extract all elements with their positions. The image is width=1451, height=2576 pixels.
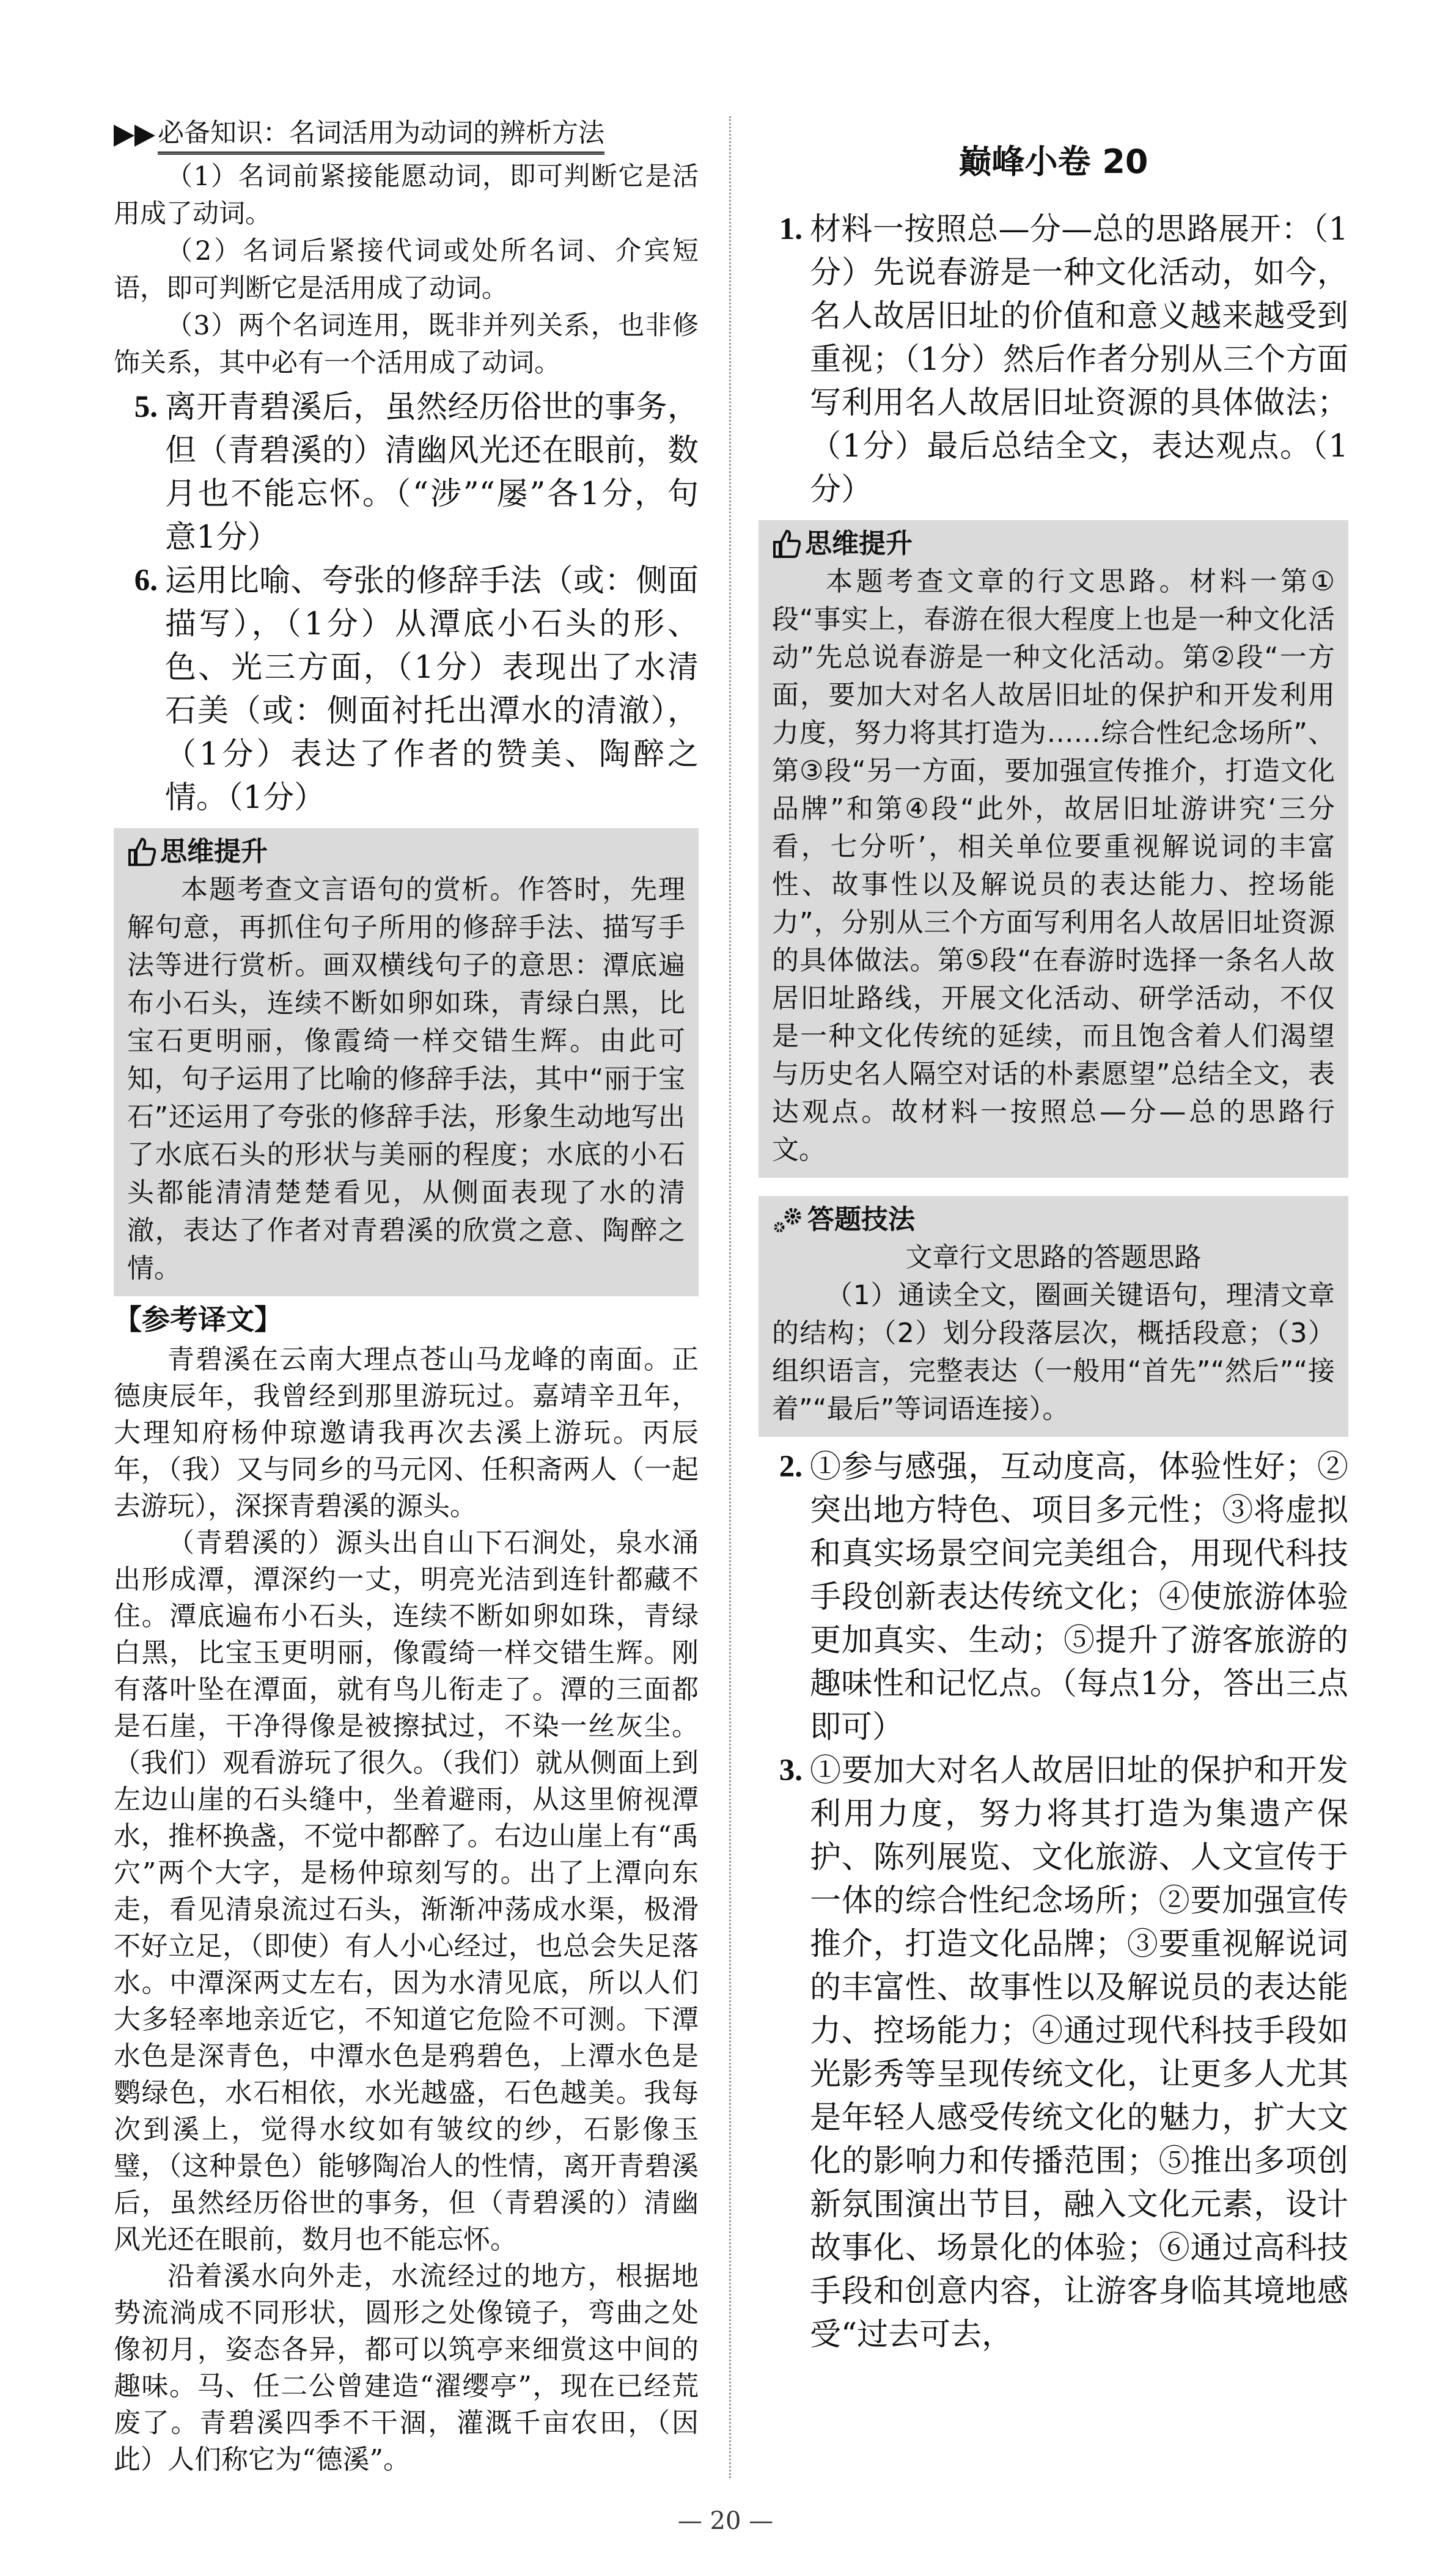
method-box-title-text: 答题技法 [807,1204,915,1235]
answer-text: ①要加大对名人故居旧址的保护和开发利用力度，努力将其打造为集遗产保护、陈列展览、文化旅游、人文宣传于一体的综合性纪念场所；②要加强宣传推介，打造文化品牌；③要重视解说词的丰富性、故事性以及解说员的表达能力、控场能力；④通过现代科技手段如光影秀等呈现传统文化，让更多人尤其是年轻人感受传统文化的魅力，扩大文化的影响力和传播范围；⑤推出多项创新氛围演出节目，融入文化元素，设计故事化、场景化的体验；⑥通过高科技手段和创意内容，让游客身临其境地感受“过去可去， [810,1753,1348,2353]
translation-paragraph: 沿着溪水向外走，水流经过的地方，根据地势流淌成不同形状，圆形之处像镜子，弯曲之处像初月，姿态各异，都可以筑亭来细赏这中间的趣味。马、任二公曾建造“濯缨亭”，现在已经荒废了。青碧溪四季不干涸，灌溉千亩农田，（因此）人们称它为“德溪”。 [114,2261,699,2475]
thinking-box-title [772,525,1335,563]
page-number: — 20 — [677,2507,774,2535]
translation-paragraph: （青碧溪的）源头出自山下石涧处，泉水涌出形成潭，潭深约一丈，明亮光洁到连针都藏不住。潭底遍布小石头，连续不断如卵如珠，青绿白黑，比宝玉更明丽，像霞绮一样交错生辉。刚有落叶坠在潭面，就有鸟儿衔走了。潭的三面都是石崖，干净得像是被擦拭过，不染一丝灰尘。（我们）观看游玩了很久。（我们）就从侧面上到左边山崖的石头缝中，坐着避雨，从这里俯视潭水，推杯换盏，不觉中都醉了。右边山崖上有“禹穴”两个大字，是杨仲琼刻写的。出了上潭向东走，看见清泉流过石头，渐渐冲荡成水渠，极滑不好立足，（即使）有人小心经过，也总会失足落水。中潭深两丈左右，因为水清见底，所以人们大多轻率地亲近它，不知道它危险不可测。下潭水色是深青色，中潭水色是鸦碧色，上潭水色是鹦绿色，水石相依，水光越盛，石色越美。我每次到溪上，觉得水纹如有皱纹的纱，石影像玉璧，（这种景色）能够陶冶人的性情，离开青碧溪后，虽然经历俗世的事务，但（青碧溪的）清幽风光还在眼前，数月也不能忘怀。 [114,1527,699,2255]
method-box-text: （1）通读全文，圈画关键语句，理清文章的结构；（2）划分段落层次，概括段意；（3）组织语言，完整表达（一般用“首先”“然后”“接着”“最后”等词语连接）。 [772,1280,1335,1425]
column-divider [729,116,731,2478]
translation-heading: 【参考译文】 [114,1303,282,1336]
thumbs-up-icon [772,529,801,559]
translation [114,1341,699,2478]
answer-text: 材料一按照总—分—总的思路展开：（1分）先说春游是一种文化活动，如今，名人故居旧址的价值和意义越来越受到重视；（1分）然后作者分别从三个方面写利用名人故居旧址资源的具体做法；（1分）最后总结全文，表达观点。（1分） [810,211,1348,508]
answer-text: 运用比喻、夸张的修辞手法（或：侧面描写），（1分）从潭底小石头的形、色、光三方面，（1分）表现出了水清石美（或：侧面衬托出潭水的清澈），（1分）表达了作者的赞美、陶醉之情。（1分） [165,563,699,816]
method-box-subtitle: 文章行文思路的答题思路 [905,1242,1202,1273]
knowledge-item: （3）两个名词连用，既非并列关系，也非修饰关系，其中必有一个活用成了动词。 [114,310,699,378]
page-title: 巅峰小卷 20 [958,142,1148,181]
answer-item [114,386,699,559]
thinking-box-title-text: 思维提升 [160,836,268,867]
left-column [114,116,699,2478]
answer-item [759,1445,1348,1749]
knowledge-heading [114,116,699,155]
answer-number: 6. [134,563,158,598]
knowledge-list [114,158,699,382]
gear-icon [772,1205,804,1235]
thinking-box [114,828,699,1296]
method-box-title [772,1201,1335,1239]
answer-1 [759,208,1348,512]
answer-text: ①参与感强，互动度高，体验性好；②突出地方特色、项目多元性；③将虚拟和真实场景空间完美组合，用现代科技手段创新表达传统文化；④使旅游体验更加真实、生动；⑤提升了游客旅游的趣味性和记忆点。（每点1分，答出三点即可） [810,1449,1348,1745]
thinking-box-text: 本题考查文言语句的赏析。作答时，先理解句意，再抓住句子所用的修辞手法、描写手法等进行赏析。画双横线句子的意思：潭底遍布小石头，连续不断如卵如珠，青绿白黑，比宝石更明丽，像霞绮一样交错生辉。由此可知，句子运用了比喻的修辞手法，其中“丽于宝石”还运用了夸张的修辞手法，形象生动地写出了水底石头的形状与美丽的程度；水底的小石头都能清清楚楚看见，从侧面表现了水的清澈，表达了作者对青碧溪的欣赏之意、陶醉之情。 [127,874,685,1284]
answer-number: 5. [134,390,158,424]
answer-number: 3. [779,1753,803,1788]
answer-text: 离开青碧溪后，虽然经历俗世的事务，但（青碧溪的）清幽风光还在眼前，数月也不能忘怀。（“涉”“屡”各1分，句意1分） [165,389,699,556]
thinking-box-title-text: 思维提升 [805,528,913,559]
thinking-box [759,520,1348,1178]
answer-number: 2. [779,1450,803,1484]
method-box [759,1196,1348,1437]
thinking-box-text: 本题考查文章的行文思路。材料一第①段“事实上，春游在很大程度上也是一种文化活动”先总说春游是一种文化活动。第②段“一方面，要加大对名人故居旧址的保护和开发利用力度，努力将其打造为……综合性纪念场所”、第③段“另一方面，要加强宣传推介，打造文化品牌”和第④段“此外，故居旧址游讲究‘三分看，七分听’，相关单位要重视解说词的丰富性、故事性以及解说员的表达能力、控场能力”，分别从三个方面写利用名人故居旧址资源的具体做法。第⑤段“在春游时选择一条名人故居旧址路线，开展文化活动、研学活动，不仅是一种文化传统的延续，而且饱含着人们渴望与历史名人隔空对话的朴素愿望”总结全文，表达观点。故材料一按照总—分—总的思路行文。 [772,566,1335,1165]
knowledge-heading-text: 必备知识：名词活用为动词的辨析方法 [158,116,604,155]
thinking-box-title [127,833,685,871]
answer-number: 1. [779,212,803,246]
translation-paragraph: 青碧溪在云南大理点苍山马龙峰的南面。正德庚辰年，我曾经到那里游玩过。嘉靖辛丑年，大理知府杨仲琼邀请我再次去溪上游玩。丙辰年，（我）又与同乡的马元冈、任积斋两人（一起去游玩），深探青碧溪的源头。 [114,1344,699,1522]
knowledge-item: （1）名词前紧接能愿动词，即可判断它是活用成了动词。 [114,161,699,229]
answer-item [759,208,1348,512]
knowledge-item: （2）名词后紧接代词或处所名词、介宾短语，即可判断它是活用成了动词。 [114,236,699,304]
thumbs-up-icon [127,837,156,867]
answers-5-6 [114,386,699,820]
double-arrow-icon [114,125,158,147]
answer-item [759,1749,1348,2357]
answer-item [114,559,699,820]
right-column [759,116,1348,2478]
answers-2-3 [759,1445,1348,2357]
